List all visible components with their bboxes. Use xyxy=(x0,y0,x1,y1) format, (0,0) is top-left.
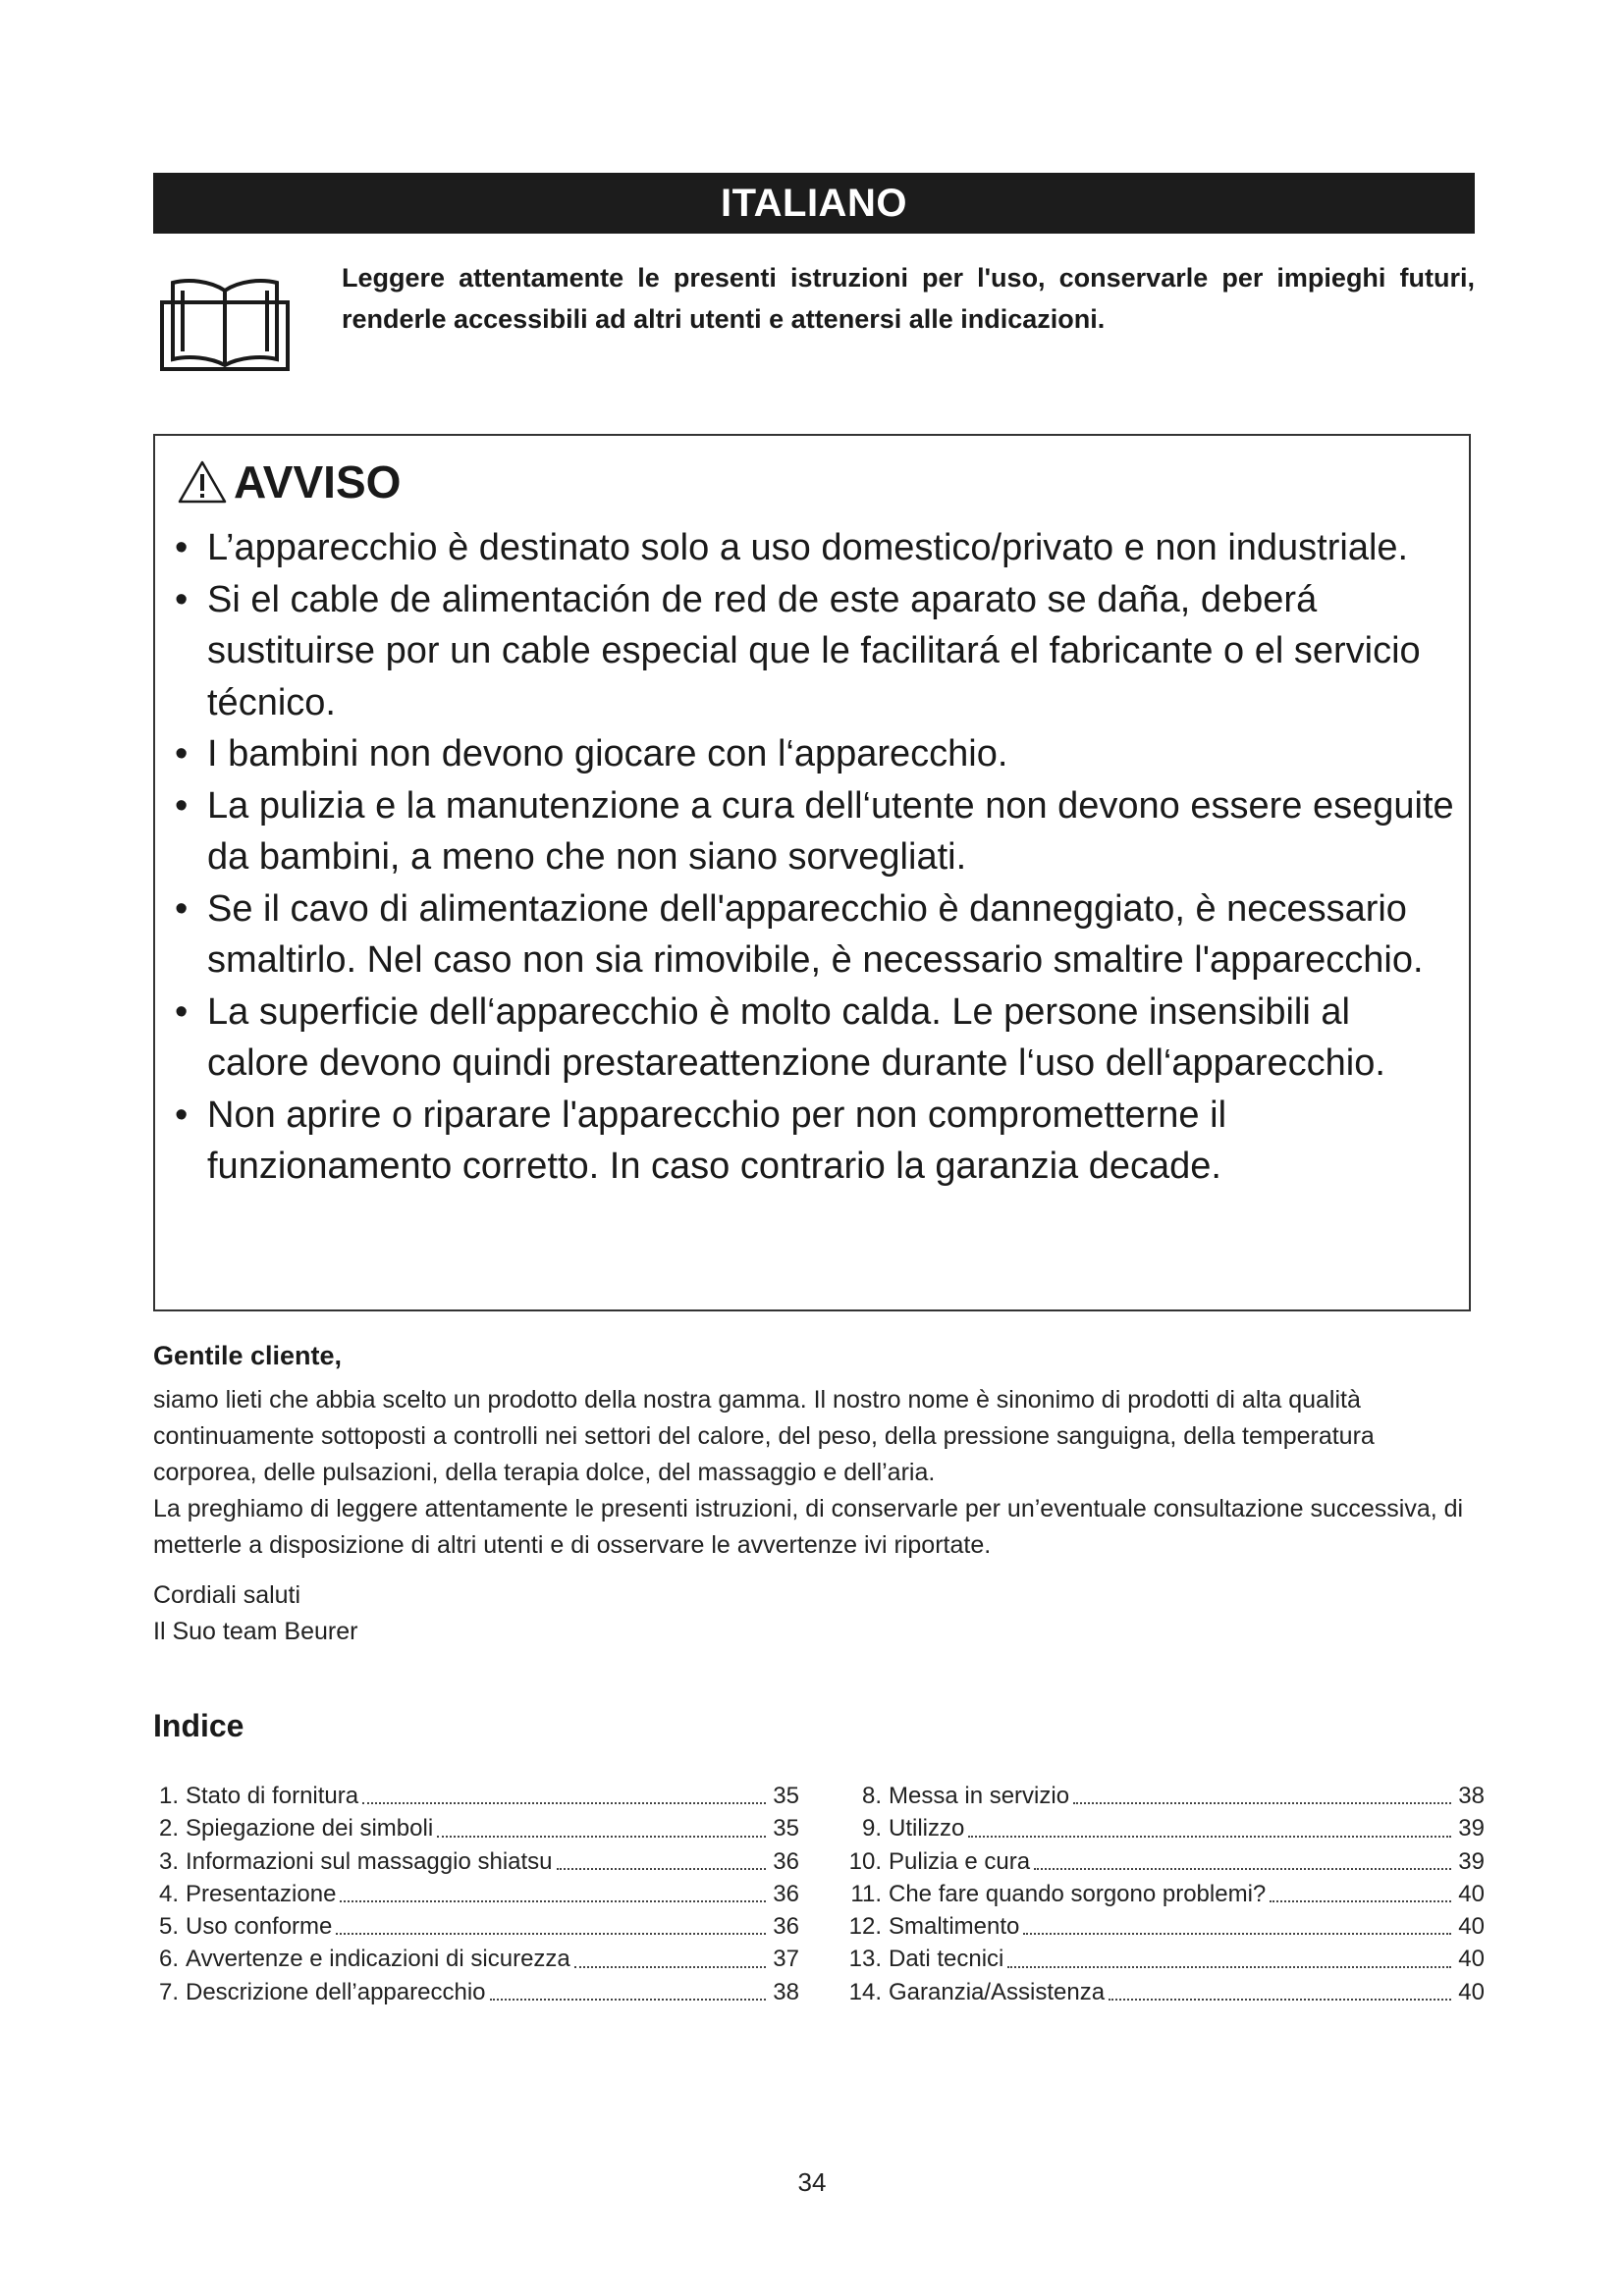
toc-entry[interactable] xyxy=(840,1878,1485,1910)
warning-item: • I bambini non devono giocare con l‘apparecchio. xyxy=(175,728,1457,780)
toc-number: 14. xyxy=(848,1978,882,2005)
toc-entry[interactable] xyxy=(153,1878,799,1910)
warning-item: • La superficie dell‘apparecchio è molto calda. Le persone insensibili al calore devono quindi prestareattenzione durante l‘uso dell‘apparecchio. xyxy=(175,987,1457,1090)
toc-number: 7. xyxy=(158,1978,179,2005)
toc-label: Pulizia e cura xyxy=(889,1847,1031,1875)
toc-number: 4. xyxy=(158,1880,179,1907)
toc-number: 5. xyxy=(158,1913,179,1941)
open-book-icon xyxy=(159,263,291,373)
toc-page: 36 xyxy=(773,1847,799,1875)
toc-entry[interactable] xyxy=(153,1812,799,1844)
toc-number: 6. xyxy=(158,1946,179,1973)
toc-label: Smaltimento xyxy=(889,1913,1020,1941)
warning-item: • L’apparecchio è destinato solo a uso domestico/privato e non industriale. xyxy=(175,522,1457,574)
toc-entry[interactable] xyxy=(840,1976,1485,2008)
toc-label: Informazioni sul massaggio shiatsu xyxy=(186,1847,553,1875)
toc-leader xyxy=(1109,1999,1451,2001)
toc-page: 40 xyxy=(1458,1978,1485,2005)
toc-label: Dati tecnici xyxy=(889,1946,1004,1973)
warning-item: • Non aprire o riparare l'apparecchio per non comprometterne il funzionamento corretto. In caso contrario la garanzia decade. xyxy=(175,1090,1457,1193)
toc-entry[interactable] xyxy=(153,1780,799,1812)
warning-item: • La pulizia e la manutenzione a cura dell‘utente non devono essere eseguite da bambini, a meno che non siano sorvegliati. xyxy=(175,780,1457,883)
toc-page: 37 xyxy=(773,1946,799,1973)
page-number: 34 xyxy=(797,2167,827,2197)
toc-entry[interactable] xyxy=(153,1845,799,1878)
toc-page: 36 xyxy=(773,1880,799,1907)
toc-label: Spiegazione dei simboli xyxy=(186,1815,434,1842)
toc-number: 1. xyxy=(158,1783,179,1809)
toc-leader xyxy=(362,1802,766,1804)
toc-page: 38 xyxy=(1458,1783,1485,1809)
greeting-heading: Gentile cliente, xyxy=(153,1341,343,1370)
toc-leader xyxy=(1007,1966,1451,1968)
toc-number: 10. xyxy=(848,1847,882,1875)
intro-text: Leggere attentamente le presenti istruzioni per l'uso, conservarle per impieghi futuri, renderle accessibili ad altri utenti e attenersi alle indicazioni. xyxy=(342,263,1475,334)
toc-number: 12. xyxy=(848,1913,882,1941)
greeting-section xyxy=(153,1337,1475,1650)
language-title: ITALIANO xyxy=(721,181,907,225)
toc-number: 8. xyxy=(861,1783,882,1809)
index-title: Indice xyxy=(153,1708,244,1743)
toc-leader xyxy=(968,1836,1451,1838)
toc-number: 11. xyxy=(850,1880,882,1907)
toc-page: 35 xyxy=(773,1783,799,1809)
toc-label: Presentazione xyxy=(186,1880,337,1907)
toc-page: 39 xyxy=(1458,1815,1485,1842)
language-header xyxy=(153,173,1475,234)
closing-line-1: Cordiali saluti xyxy=(153,1581,301,1609)
toc-entry[interactable] xyxy=(153,1910,799,1943)
toc-page: 40 xyxy=(1458,1913,1485,1941)
toc-right-column xyxy=(840,1780,1485,2008)
warning-heading xyxy=(177,455,401,508)
toc-number: 2. xyxy=(158,1815,179,1842)
toc-page: 38 xyxy=(773,1978,799,2005)
toc-label: Avvertenze e indicazioni di sicurezza xyxy=(186,1946,570,1973)
intro-section xyxy=(153,257,1475,375)
toc-label: Uso conforme xyxy=(186,1913,333,1941)
toc-page: 40 xyxy=(1458,1946,1485,1973)
toc-page: 35 xyxy=(773,1815,799,1842)
toc-leader xyxy=(340,1900,766,1902)
warning-box xyxy=(153,434,1471,1311)
warning-title: AVVISO xyxy=(234,456,402,507)
toc-leader xyxy=(574,1966,766,1968)
toc-page: 40 xyxy=(1458,1880,1485,1907)
toc-entry[interactable] xyxy=(153,1976,799,2008)
toc-entry[interactable] xyxy=(840,1943,1485,1975)
warning-item: • Si el cable de alimentación de red de este aparato se daña, deberá sustituirse por un cable especial que le facilitará el fabricante o el servicio técnico. xyxy=(175,574,1457,729)
toc-label: Utilizzo xyxy=(889,1815,965,1842)
closing-line-2: Il Suo team Beurer xyxy=(153,1618,358,1645)
toc-entry[interactable] xyxy=(840,1780,1485,1812)
toc-entry[interactable] xyxy=(840,1812,1485,1844)
toc-label: Stato di fornitura xyxy=(186,1783,359,1809)
greeting-paragraph-2: La preghiamo di leggere attentamente le presenti istruzioni, di conservarle per un’eventuale consultazione successiva, di metterle a disposizione di altri utenti e di osservare le avvertenze ivi riportate. xyxy=(153,1495,1464,1559)
toc-leader xyxy=(1034,1868,1451,1870)
toc-number: 3. xyxy=(158,1847,179,1875)
toc-leader xyxy=(1073,1802,1451,1804)
greeting-paragraph-1: siamo lieti che abbia scelto un prodotto della nostra gamma. Il nostro nome è sinonimo di prodotti di alta qualità continuamente sottoposti a controlli nei settori del calore, del peso, della pressione sanguigna, della temperatura corporea, delle pulsazioni, della terapia dolce, del massaggio e dell’aria. xyxy=(153,1386,1375,1486)
toc-leader xyxy=(557,1868,766,1870)
toc-leader xyxy=(336,1933,766,1935)
toc-leader xyxy=(1023,1933,1451,1935)
toc-label: Garanzia/Assistenza xyxy=(889,1978,1106,2005)
toc-label: Descrizione dell’apparecchio xyxy=(186,1978,486,2005)
toc-entry[interactable] xyxy=(840,1845,1485,1878)
toc-leader xyxy=(1270,1900,1451,1902)
toc-label: Che fare quando sorgono problemi? xyxy=(889,1880,1267,1907)
toc-page: 36 xyxy=(773,1913,799,1941)
toc-number: 13. xyxy=(848,1946,882,1973)
warning-list xyxy=(175,522,1457,1193)
toc-label: Messa in servizio xyxy=(889,1783,1070,1809)
warning-triangle-icon xyxy=(177,459,228,505)
toc-leader xyxy=(490,1999,767,2001)
warning-item: • Se il cavo di alimentazione dell'apparecchio è danneggiato, è necessario smaltirlo. Nel caso non sia rimovibile, è necessario smaltire l'apparecchio. xyxy=(175,883,1457,987)
toc-number: 9. xyxy=(861,1815,882,1842)
toc-left-column xyxy=(153,1780,799,2008)
toc-entry[interactable] xyxy=(840,1910,1485,1943)
toc-entry[interactable] xyxy=(153,1943,799,1975)
toc-leader xyxy=(437,1836,766,1838)
toc-page: 39 xyxy=(1458,1847,1485,1875)
